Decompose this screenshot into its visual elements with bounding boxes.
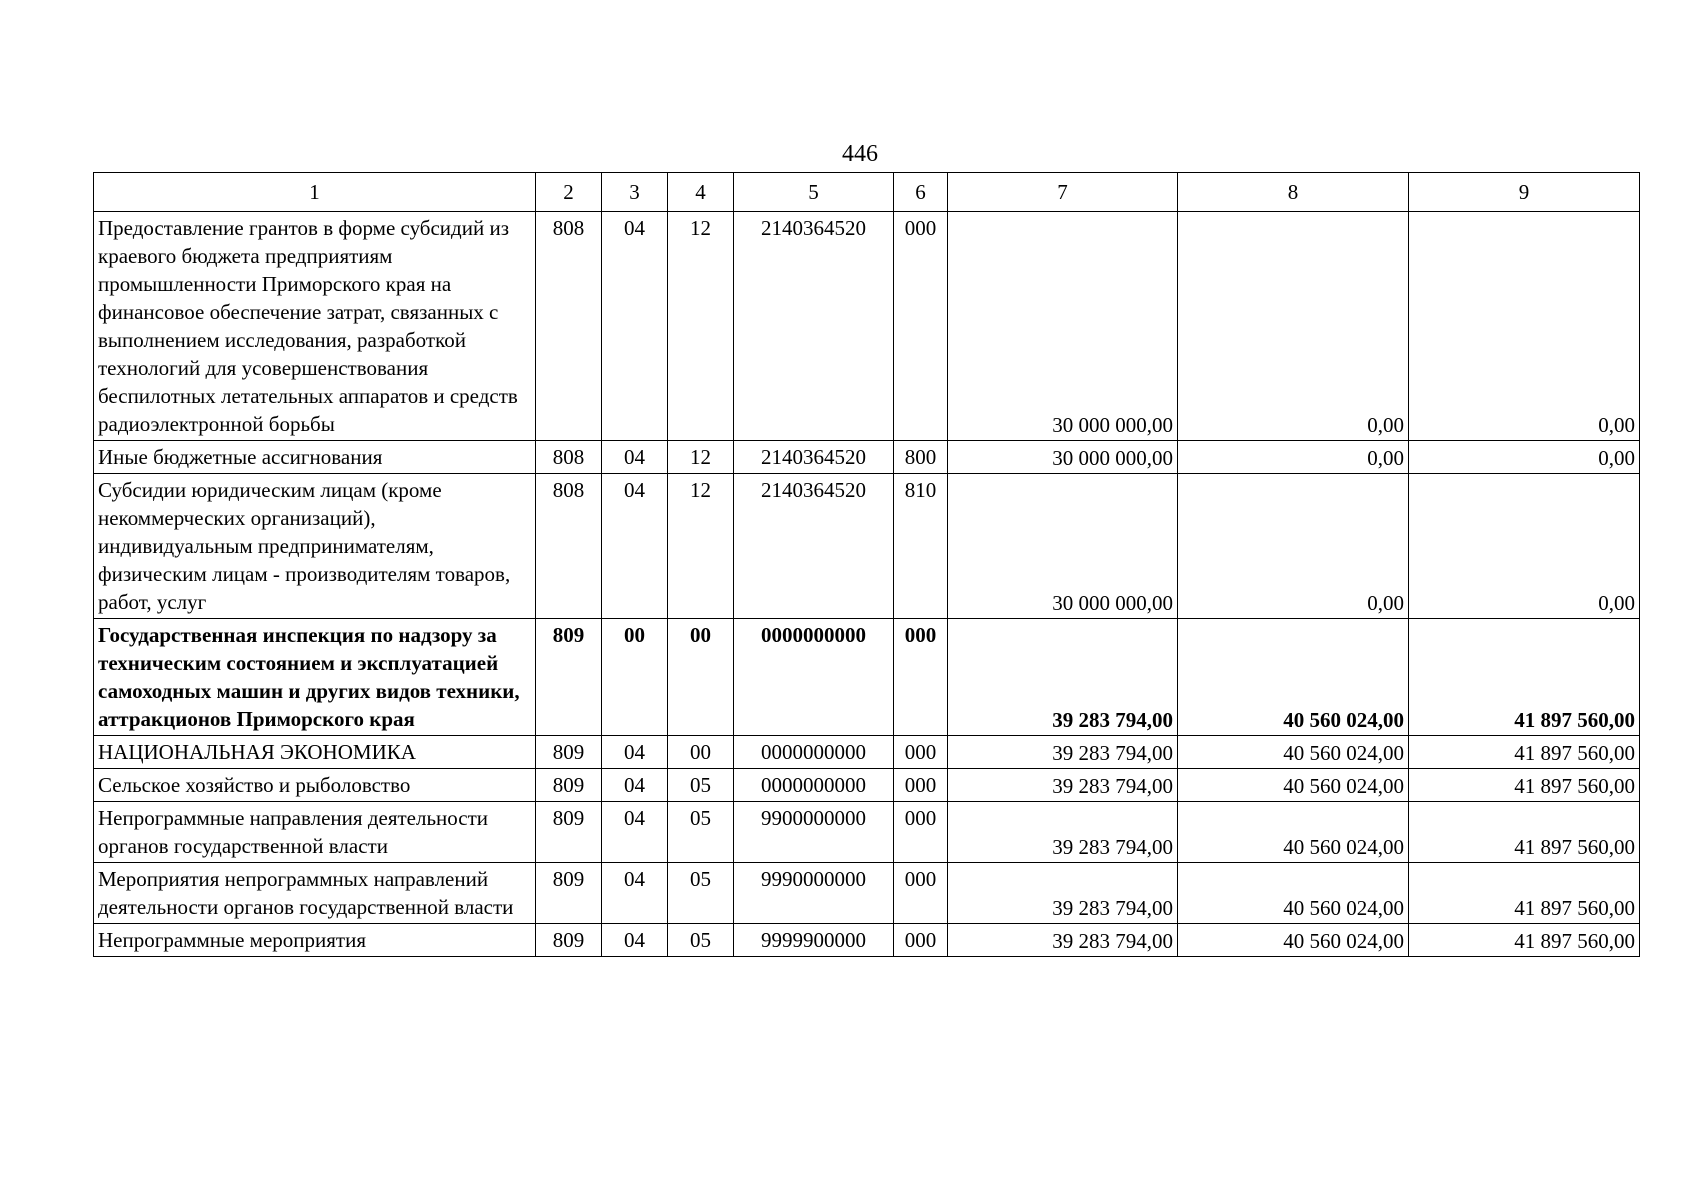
cell-subsection: 12	[668, 474, 734, 619]
table-row	[94, 212, 1640, 441]
cell-target-article: 2140364520	[734, 441, 894, 474]
cell-target-article: 0000000000	[734, 769, 894, 802]
cell-expense-type: 800	[894, 441, 948, 474]
cell-amount-col8: 0,00	[1178, 474, 1409, 619]
cell-amount-col9: 41 897 560,00	[1409, 736, 1640, 769]
cell-expense-type: 000	[894, 736, 948, 769]
cell-expense-type: 000	[894, 212, 948, 441]
cell-target-article: 9990000000	[734, 863, 894, 924]
cell-admin-code: 809	[536, 802, 602, 863]
cell-amount-col8: 0,00	[1178, 212, 1409, 441]
cell-admin-code: 809	[536, 924, 602, 957]
column-header-1: 1	[94, 173, 536, 212]
cell-subsection: 05	[668, 769, 734, 802]
cell-subsection: 05	[668, 924, 734, 957]
cell-amount-col8: 40 560 024,00	[1178, 924, 1409, 957]
cell-amount-col9: 41 897 560,00	[1409, 863, 1640, 924]
cell-amount-col9: 0,00	[1409, 474, 1640, 619]
cell-amount-col7: 39 283 794,00	[948, 769, 1178, 802]
cell-section: 04	[602, 474, 668, 619]
cell-section: 04	[602, 924, 668, 957]
cell-name: НАЦИОНАЛЬНАЯ ЭКОНОМИКА	[94, 736, 536, 769]
cell-amount-col8: 40 560 024,00	[1178, 863, 1409, 924]
cell-expense-type: 000	[894, 802, 948, 863]
cell-target-article: 9999900000	[734, 924, 894, 957]
cell-name: Непрограммные направления деятельности органов государственной власти	[94, 802, 536, 863]
cell-admin-code: 809	[536, 619, 602, 736]
cell-amount-col7: 39 283 794,00	[948, 802, 1178, 863]
cell-admin-code: 808	[536, 441, 602, 474]
cell-section: 04	[602, 736, 668, 769]
cell-admin-code: 809	[536, 736, 602, 769]
column-header-9: 9	[1409, 173, 1640, 212]
cell-amount-col8: 40 560 024,00	[1178, 769, 1409, 802]
cell-section: 00	[602, 619, 668, 736]
cell-target-article: 9900000000	[734, 802, 894, 863]
cell-amount-col9: 41 897 560,00	[1409, 802, 1640, 863]
cell-target-article: 0000000000	[734, 619, 894, 736]
table-row	[94, 863, 1640, 924]
cell-amount-col7: 39 283 794,00	[948, 863, 1178, 924]
table-row	[94, 474, 1640, 619]
cell-name: Непрограммные мероприятия	[94, 924, 536, 957]
column-header-8: 8	[1178, 173, 1409, 212]
cell-name: Государственная инспекция по надзору за техническим состоянием и эксплуатацией самоходных машин и других видов техники, аттракционов Приморского края	[94, 619, 536, 736]
cell-expense-type: 000	[894, 924, 948, 957]
cell-subsection: 00	[668, 619, 734, 736]
cell-amount-col8: 0,00	[1178, 441, 1409, 474]
cell-admin-code: 809	[536, 769, 602, 802]
cell-expense-type: 000	[894, 769, 948, 802]
cell-name: Мероприятия непрограммных направлений деятельности органов государственной власти	[94, 863, 536, 924]
cell-expense-type: 810	[894, 474, 948, 619]
cell-amount-col8: 40 560 024,00	[1178, 736, 1409, 769]
cell-section: 04	[602, 212, 668, 441]
cell-amount-col9: 41 897 560,00	[1409, 769, 1640, 802]
cell-subsection: 00	[668, 736, 734, 769]
cell-section: 04	[602, 802, 668, 863]
column-header-4: 4	[668, 173, 734, 212]
cell-subsection: 12	[668, 441, 734, 474]
cell-amount-col7: 30 000 000,00	[948, 212, 1178, 441]
cell-amount-col8: 40 560 024,00	[1178, 802, 1409, 863]
table-row	[94, 802, 1640, 863]
cell-amount-col7: 30 000 000,00	[948, 474, 1178, 619]
table-body	[94, 212, 1640, 957]
column-header-6: 6	[894, 173, 948, 212]
column-header-7: 7	[948, 173, 1178, 212]
cell-amount-col9: 0,00	[1409, 441, 1640, 474]
cell-subsection: 05	[668, 802, 734, 863]
table-row	[94, 769, 1640, 802]
column-header-2: 2	[536, 173, 602, 212]
cell-amount-col7: 39 283 794,00	[948, 619, 1178, 736]
cell-target-article: 2140364520	[734, 212, 894, 441]
table-row	[94, 619, 1640, 736]
column-header-3: 3	[602, 173, 668, 212]
cell-expense-type: 000	[894, 863, 948, 924]
cell-amount-col7: 30 000 000,00	[948, 441, 1178, 474]
cell-target-article: 0000000000	[734, 736, 894, 769]
table-header-row	[94, 173, 1640, 212]
cell-amount-col9: 41 897 560,00	[1409, 619, 1640, 736]
cell-section: 04	[602, 769, 668, 802]
cell-name: Иные бюджетные ассигнования	[94, 441, 536, 474]
table-row	[94, 441, 1640, 474]
table-row	[94, 736, 1640, 769]
page-number: 446	[842, 141, 878, 167]
cell-subsection: 12	[668, 212, 734, 441]
budget-table	[93, 172, 1640, 957]
cell-name: Субсидии юридическим лицам (кроме некоммерческих организаций), индивидуальным предпринимателям, физическим лицам - производителям товаров, работ, услуг	[94, 474, 536, 619]
cell-section: 04	[602, 863, 668, 924]
column-header-5: 5	[734, 173, 894, 212]
cell-admin-code: 809	[536, 863, 602, 924]
table-row	[94, 924, 1640, 957]
cell-amount-col9: 41 897 560,00	[1409, 924, 1640, 957]
cell-admin-code: 808	[536, 212, 602, 441]
cell-section: 04	[602, 441, 668, 474]
cell-name: Сельское хозяйство и рыболовство	[94, 769, 536, 802]
cell-name: Предоставление грантов в форме субсидий из краевого бюджета предприятиям промышленности Приморского края на финансовое обеспечение затрат, связанных с выполнением исследования, разработкой технологий для усовершенствования беспилотных летательных аппаратов и средств радиоэлектронной борьбы	[94, 212, 536, 441]
cell-amount-col9: 0,00	[1409, 212, 1640, 441]
cell-amount-col7: 39 283 794,00	[948, 736, 1178, 769]
cell-target-article: 2140364520	[734, 474, 894, 619]
cell-amount-col7: 39 283 794,00	[948, 924, 1178, 957]
cell-expense-type: 000	[894, 619, 948, 736]
cell-admin-code: 808	[536, 474, 602, 619]
cell-subsection: 05	[668, 863, 734, 924]
cell-amount-col8: 40 560 024,00	[1178, 619, 1409, 736]
